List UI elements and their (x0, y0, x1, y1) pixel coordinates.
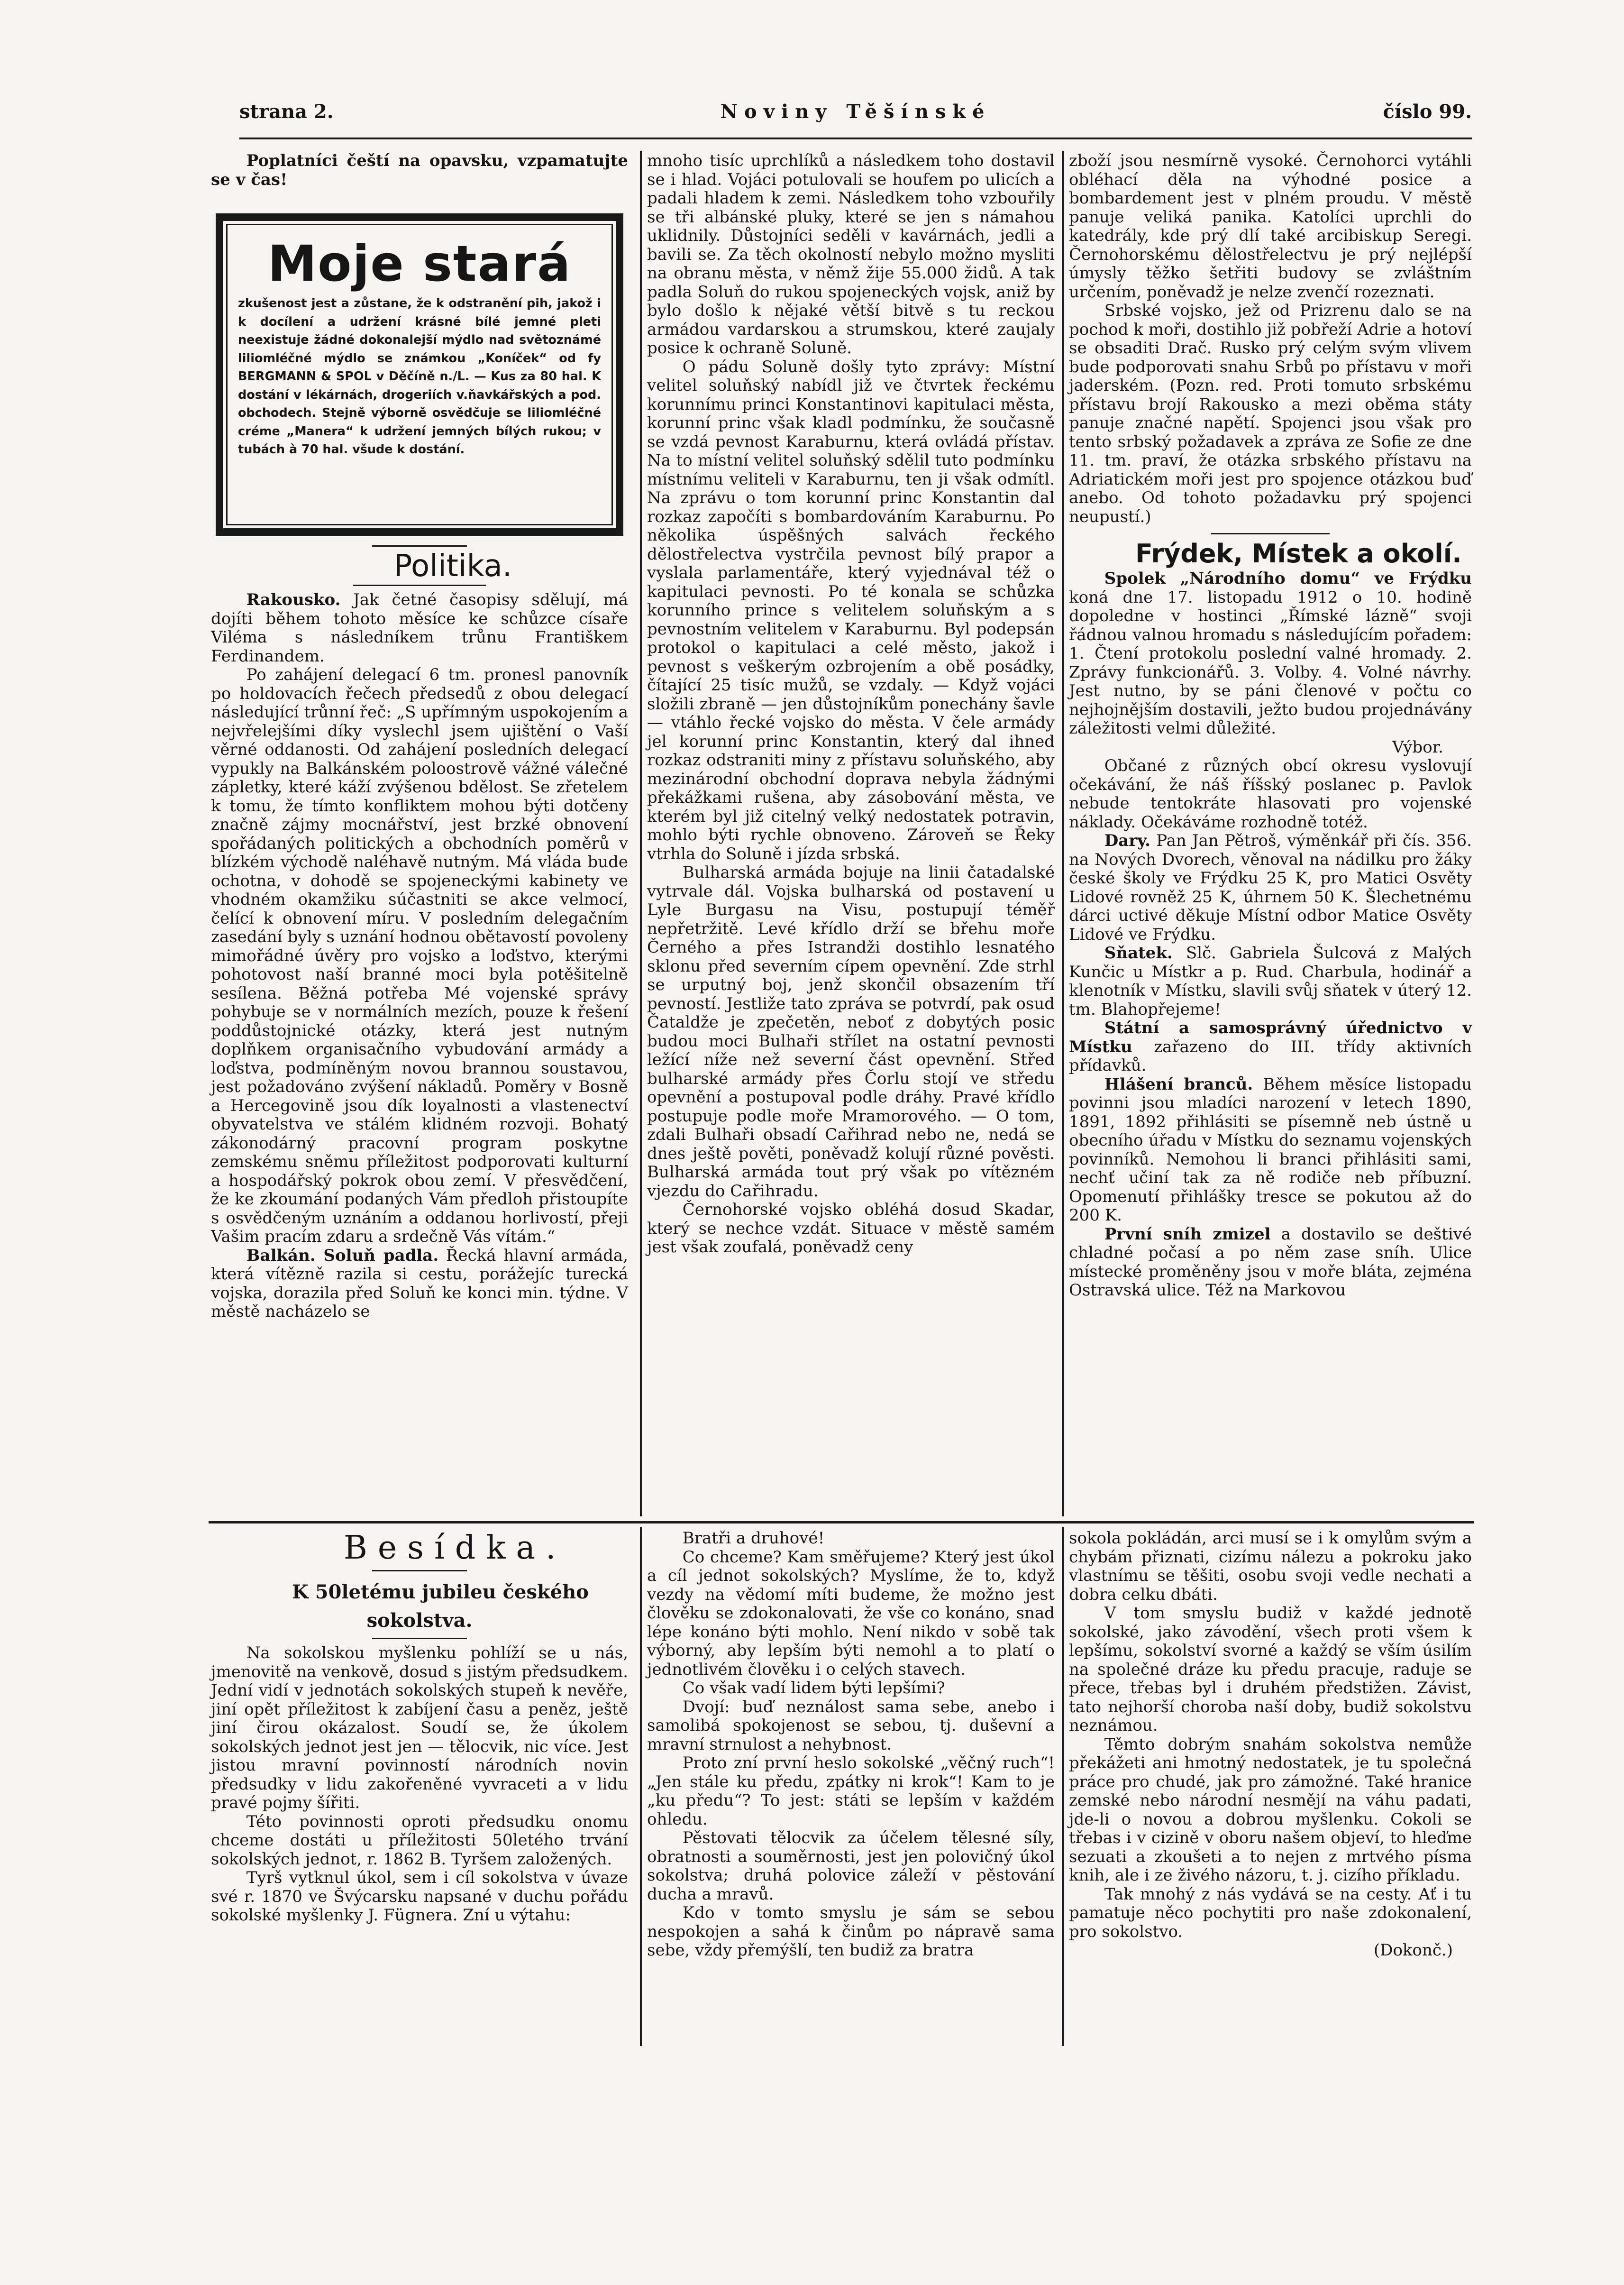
ad-title: Moje stará (267, 235, 572, 293)
col3-p3 (1069, 569, 1472, 738)
col3-p5-lead: Dary. (1104, 831, 1150, 850)
besidka-subtitle-underline (372, 1638, 467, 1639)
besidka-c3p2: V tom smyslu budiž v každé jednotě sokolské, jako závodění, všech proti všem k lepšímu, sokolství svorné a každý se vším úsilím na společné dráze ku předu pracuje, raduje se přece, třebas byl i druhém předstižen. Závist, tato nejhorší choroba naší doby, budiž sokolstvu neznámou. (1069, 1604, 1472, 1735)
col3-p2: Srbské vojsko, jež od Prizrenu dalo se na pochod k moři, dostihlo již pobřeží Adrie a hotoví se obsaditi Drač. Rusko prý celým svým vlivem bude podporovati snahu Srbů po přístavu v moři jaderském. (Pozn. red. Proti tomuto srbskému přístavu brojí Rakousko a mezi oběma státy panuje značné napětí. Spojenci jsou však pro tento srbský požadavek a zpráva ze Sofie ze dne 11. tm. praví, že otázka srbského přístavu na Adriatickém moři jest pro spojence otázkou buď anebo. Od tohoto požadavku prý spojenci neupustí.) (1069, 301, 1472, 526)
col3-p6-lead: Sňatek. (1104, 944, 1173, 963)
col3-p7-text: zařazeno do III. třídy aktivních přídavků. (1069, 1037, 1472, 1075)
col2-p3: Bulharská armáda bojuje na linii čatadalské vytrvale dál. Vojska bulharská od postavení u Lyle Burgasu na Visu, postupují téměř nepřetržitě. Levé křídlo drží se břehu moře Černého a přes Istrandži dostihlo lesnatého sklonu před severním cípem opevnění. Zde strhl se urputný boj, jenž skončil obsazením tří pevností. Jestliže tato zpráva se potvrdí, pak osud Čataldže je zpečetěn, neboť z dobytých posic budou moci Bulhaři střílet na ostatní pevnosti ležící níže než severní část opevnění. Střed bulharské armády přes Čorlu stojí ve středu opevnění a postupoval podle dráhy. Pravé křídlo postupuje podle moře Mramorového. — O tom, zdali Bulhaři obsadí Cařihrad nebo ne, nedá se dnes ještě pověti, poněvadž kolují různé pověsti. Bulharská armáda tout prý však po vítězném vjezdu do Cařihradu. (647, 863, 1055, 1201)
col3-p5 (1069, 832, 1472, 944)
besidka-c3p1: sokola pokládán, arci musí se i k omylům svým a chybám přiznati, cizímu nálezu a pokroku jako vlastnímu se těšiti, osobu svoji vedle nechati a dobra celku dbáti. (1069, 1529, 1472, 1604)
column-3 (1069, 152, 1472, 1300)
politics-title-rule (372, 545, 467, 547)
col3-p7 (1069, 1019, 1472, 1075)
column-1-top (211, 152, 628, 189)
col3-p9-text: a dostavilo se deštivé chladné počasí a po něm zase sníh. Ulice místecké proměněny jsou v moře bláta, zejména Ostravská ulice. Též na Markovou (1069, 1224, 1472, 1300)
column-rule-1 (640, 151, 642, 1516)
col3-p8 (1069, 1075, 1472, 1225)
besidka-c1p2: Této povinnosti oproti předsudku onomu chceme dostáti u příležitosti 50letého trvání sokolských jednot, r. 1862 B. Tyršem založených. (211, 1812, 628, 1869)
besidka-c2p2: Co však vadí lidem býti lepšími? (682, 1679, 945, 1698)
besidka-title-underline (372, 1570, 467, 1571)
besidka-column-rule-2 (1062, 1527, 1064, 2046)
ad-inner-frame (226, 224, 613, 525)
besidka-column-1 (211, 1529, 628, 1925)
col3-p9-lead: První sníh zmizel (1104, 1224, 1271, 1244)
besidka-c2p6: Kdo v tomto smyslu je sám se sebou nespokojen a sahá k činům po nápravě sama sebe, vždy přemýšlí, ten budiž za bratra (647, 1903, 1055, 1960)
besidka-c2p4: Proto zní první heslo sokolské „věčný ruch“! „Jen stále ku předu, zpátky ni krok“! Kam to je „ku předu“? To jest: státi se lepším v každém ohledu. (647, 1753, 1055, 1829)
besidka-c2p3: Dvojí: buď neználost sama sebe, anebo i samolibá spokojenost se sebou, tj. duševní a mravní strnulost a nehybnost. (647, 1697, 1055, 1754)
politics-title-underline (353, 585, 486, 586)
politics-p1-lead: Rakousko. (246, 590, 341, 609)
besidka-subtitle: K 50letému jubileu českého sokolstva. (292, 1581, 589, 1632)
column-1-politics (211, 545, 628, 1321)
besidka-c2p5: Pěstovati tělocvik za účelem tělesné síly, obratnosti a souměrnosti, jest jen polovičný úkol sokolstva; druhá polovice záleží v pěstování ducha a mravů. (647, 1828, 1055, 1904)
besidka-column-3 (1069, 1529, 1472, 1960)
col3-p8-lead: Hlášení branců. (1104, 1074, 1253, 1094)
besidka-c1p1: Na sokolskou myšlenku pohlíží se u nás, jmenovitě na venkově, dosud s jistým předsudkem. Jední vidí v jednotách sokolských stupeň k nevěře, jiní opět příležitost k zabíjení času a peněz, ještě jiní čirou okázalost. Soudí se, že úkolem sokolských jednot jest jen — tělocvik, nic více. Jest jistou mravní povinností národních novin předsudky v lidu zakořeněné vyvraceti a v lidu pravé pojmy šířiti. (211, 1643, 628, 1812)
col3-p1: zboží jsou nesmírně vysoké. Černohorci vytáhli obléhací děla na výhodné posice a bombardement jest v plném proudu. V městě panuje veliká panika. Katolíci uprchli do katedrály, kde prý dlí také arcibiskup Seregi. Černohorskému dělostřelectvu je prý nejlépší úmysly těžko šetřiti budovy se zvláštním určením, poněvadž je nelze zvenčí rozeznati. (1069, 151, 1472, 302)
col2-p1: mnoho tisíc uprchlíků a následkem toho dostavil se i hlad. Vojáci potulovali se houfem po ulicích a padali hladem k zemi. Následkem toho vzbouřily se tři albánské pluky, které se jen s námahou uklidnily. Důstojníci seděli v kavárnách, jedli a bavili se. Za těch okolností nebylo možno mysliti na obranu města, v němž žije 55.000 židů. A tak padla Soluň do rukou spojeneckých vojsk, aniž by bylo došlo k nějaké větší bitvě s tu reckou armádou vardarskou a strumskou, které zaujaly posice k ochraně Soluně. (647, 151, 1055, 358)
besidka-c3-end: (Dokonč.) (1373, 1941, 1453, 1960)
col3-p4: Občané z různých obcí okresu vyslovují očekávání, že náš říšský poslanec p. Pavlok nebude tentokráte hlasovati pro vojenské náklady. Očekáváme rozhodně totéž. (1069, 756, 1472, 832)
politics-p1 (211, 591, 628, 666)
col3-p5-text: Pan Jan Pětroš, výměnkář při čís. 356. na Nových Dvorech, věnoval na nádilku pro žáky české školy ve Frýdku 25 K, pro Matici Osvěty Lidové rovněž 25 K, úhrnem 50 K. Šlechetnému dárci uctivé děkuje Místní odbor Matice Osvěty Lidové ve Frýdku. (1069, 831, 1472, 944)
intro-notice: Poplatníci čeští na opavsku, vzpamatujte se v čas! (211, 151, 628, 189)
col3-p9 (1069, 1225, 1472, 1300)
issue-number: číslo 99. (1383, 101, 1472, 123)
ad-text: zkušenost jest a zůstane, že k odstranění pih, jakož i k docílení a udržení krásné bílé jemné pleti neexistuje žádné dokonalejší mýdlo nad světoznámé liliomléčné mýdlo se známkou „Koníček“ od fy BERGMANN & SPOL v Děčíně n./L. — Kus za 80 hal. K dostání v lékárnách, drogeriích v.ňavkářských a pod. obchodech. Stejně výborně osvědčuje se liliomléčné créme „Manera“ k udržení jemných bílých rukou; v tubách à 70 hal. všude k dostání. (238, 296, 601, 457)
besidka-column-rule-1 (640, 1527, 642, 2046)
col3-p3-lead: Spolek „Národního domu“ ve Frýdku (1104, 569, 1472, 588)
politics-p3-lead: Balkán. Soluň padla. (246, 1246, 439, 1265)
politics-section-title: Politika. (393, 549, 512, 584)
politics-p3 (211, 1247, 628, 1321)
politics-p3-text: Řecká hlavní armáda, která vítězně razila si cestu, porážejíc turecká vojska, dorazila před Soluň ke konci min. týdne. V městě nacházelo se (211, 1246, 628, 1321)
besidka-title: Besídka. (343, 1529, 566, 1567)
col3-sign: Výbor. (1392, 737, 1443, 757)
page-header (239, 101, 1472, 129)
header-rule (239, 138, 1472, 139)
col3-p7-lead: Státní a samosprávný úřednictvo v Místku (1069, 1019, 1472, 1056)
col2-p2: O pádu Soluně došly tyto zprávy: Místní velitel soluňský nabídl již ve čtvrtek řeckému korunnímu princi Konstantinovi kapitulaci města, korunní princ však kladl podmínku, že současně se vzdá pevnost Karaburnu, která ovládá přístav. Na to místní velitel soluňský sdělil tuto podmínku místnímu veliteli v Karaburnu, ten ji však odmítl. Na zprávu o tom korunní princ Konstantin dal rozkaz započíti s bombardováním Karaburnu. Po několika úspěšných salvách řeckého dělostřelectva vystrčila pevnost bílý prapor a vyslala parlamentáře, který vyjednával též o kapitulaci pevnosti. Po té konala se schůzka korunního prince s velitelem soluňským a s pevnostním velitelem v Karaburnu. Byl podepsán protokol o kapitulaci a celé město, jakož i pevnost s veškerým ozbrojením a obě posádky, čítající 25 tisíc mužů, se vzdaly. — Když vojáci složili zbraně — jen důstojníkům ponechány šavle — vtáhlo řecké vojsko do města. V čele armády jel korunní princ Konstantin, který dal ihned rozkaz odstraniti miny z přístavu soluňského, aby mezinárodní obchodní doprava nebyla žádnými překážkami rušena, aby zásobování města, ve kterém byl již citelný velký nedostatek potravin, mohlo býti rychle obnoveno. Zároveň se Řeky vtrhla do Soluně i jízda srbská. (647, 357, 1055, 863)
besidka-c3p4: Tak mnohý z nás vydává se na cesty. Ať i tu pamatuje něco pochytiti pro naše zdokonalení, pro sokolstvo. (1069, 1884, 1472, 1941)
besidka-rule (209, 1521, 1474, 1523)
col2-p4: Černohorské vojsko obléhá dosud Skadar, který se nechce vzdát. Situace v městě samém jest však zoufalá, poněvadž ceny (647, 1200, 1055, 1257)
newspaper-title: Noviny Těšínské (720, 101, 991, 123)
column-rule-2 (1062, 151, 1064, 1516)
soap-advertisement (216, 213, 623, 536)
politics-p1-text: Jak četné časopisy sdělují, má dojíti během tohoto měsíce ke schůzce císaře Viléma s následníkem trůnu Františkem Ferdinandem. (211, 590, 628, 666)
col3-p3-text: koná dne 17. listopadu 1912 o 10. hodině dopoledne v hostinci „Římské lázně“ svoji řádnou valnou hromadu s následujícím pořadem: 1. Čtení protokolu poslední valné hromady. 2. Zprávy funkcionářů. 3. Volby. 4. Volné návrhy. Jest nutno, by se páni členové v počtu co nejhojnějším dostavili, ježto budou projednávány záležitosti velmi důležité. (1069, 587, 1472, 738)
politics-p2: Po zahájení delegací 6 tm. pronesl panovník po holdovacích řečech předsedů z obou delegací následující trůnní řeč: „S upřímným uspokojením a nejvřelejšími díky vyslechl jsem ujištění o Vaší věrné oddanosti. Od zahájení posledních delegací vypukly na Balkánském poloostrově vážné válečné zápletky, které káží zvýšenou bdělost. Se zřetelem k tomu, že tímto konfliktem mohou býti dotčeny značně zájmy mocnářství, jest brzké obnovení spořádaných politických a obchodních poměrů v blízkém východě naléhavě nutným. Má vláda bude ochotna, v dohodě se spojeneckými kabinety ve vhodném okamžiku súčastniti se akce velmocí, čelící k obnovení míru. V posledním delegačním zasedání byly s uznání hodnou obětavostí povoleny mimořádné úvěry pro vojsko a loďstvo, kterými pohotovost naší branné moci byla potěšitelně sesílena. Běžná potřeba Mé vojenské správy pohybuje se v normálních mezích, pouze k řešení poddůstojnické otázky, která jest nutným doplňkem organisačního vybudování armády a loďstva, podmíněným novou brannou soustavou, jest požadováno zvýšení nákladů. Poměry v Bosně a Hercegovině jsou dík loyalnosti a vlastenectví obyvatelstva ve stálém klidném rozvoji. Bohatý zákonodárný pracovní program poskytne zemskému sněmu příležitost podporovati kulturní a hospodářský pokrok obou zemí. V přesvědčení, že ke zkoumání podaných Vám předloh přistoupíte s osvědčeným uznáním a oddanou horlivostí, přeji Vašim pracím zdaru a srdečně Vás vítám.“ (211, 665, 628, 1246)
local-title-rule (1211, 533, 1330, 534)
col3-p8-text: Během měsíce listopadu povinni jsou mladíci narození v letech 1890, 1891, 1892 přihlásiti se písemně neb ústně u obecního úřadu v Místku do seznamu vojenských povinníků. Nemohou li branci přihlásiti sami, nechť učiní tak za ně rodiče neb příbuzní. Opomenutí přihlášky tresce se pokutou až do 200 K. (1069, 1074, 1472, 1225)
column-2 (647, 152, 1055, 1257)
page-number: strana 2. (239, 101, 334, 123)
col3-p6 (1069, 944, 1472, 1019)
col3-p6-text: Slč. Gabriela Šulcová z Malých Kunčic u Místkr a p. Rud. Charbula, hodinář a klenotník v Místku, slavili svůj sňatek v úterý 12. tm. Blahopřejeme! (1069, 944, 1472, 1019)
local-section-title: Frýdek, Místek a okolí. (1135, 539, 1462, 569)
besidka-c2p0: Bratři a druhové! (682, 1529, 825, 1548)
besidka-c3p3: Těmto dobrým snahám sokolstva nemůže překážeti ani hmotný nedostatek, je tu společná práce pro chudé, jak pro zámožné. Také hranice zemské nebo národní nesmějí na váhu padati, jde-li o novou a dobrou myšlenku. Cokoli se třebas i v cizině v oboru našem objeví, to hleďme sezuati a zkoušeti a to nejen z mrtvého písma knih, ale i ze živého názoru, t. j. cizího příkladu. (1069, 1734, 1472, 1885)
besidka-c2p1: Co chceme? Kam směřujeme? Který jest úkol a cíl jednot sokolských? Myslíme, že to, když vezdy na vědomí míti budeme, že možno jest člověku se zdokonalovati, že vše co konáno, snad lépe konáno býti mohlo. Není nikdo v sobě tak výborný, aby lepším býti nemohl a to platí o jednotlivém člověku i o celých stavech. (647, 1547, 1055, 1679)
besidka-c1p3: Tyrš vytknul úkol, sem i cíl sokolstva v úvaze své r. 1870 ve Švýcarsku napsané v duchu pořádu sokolské myšlenky J. Fügnera. Zní u výtahu: (211, 1868, 628, 1925)
besidka-column-2 (647, 1529, 1055, 1960)
